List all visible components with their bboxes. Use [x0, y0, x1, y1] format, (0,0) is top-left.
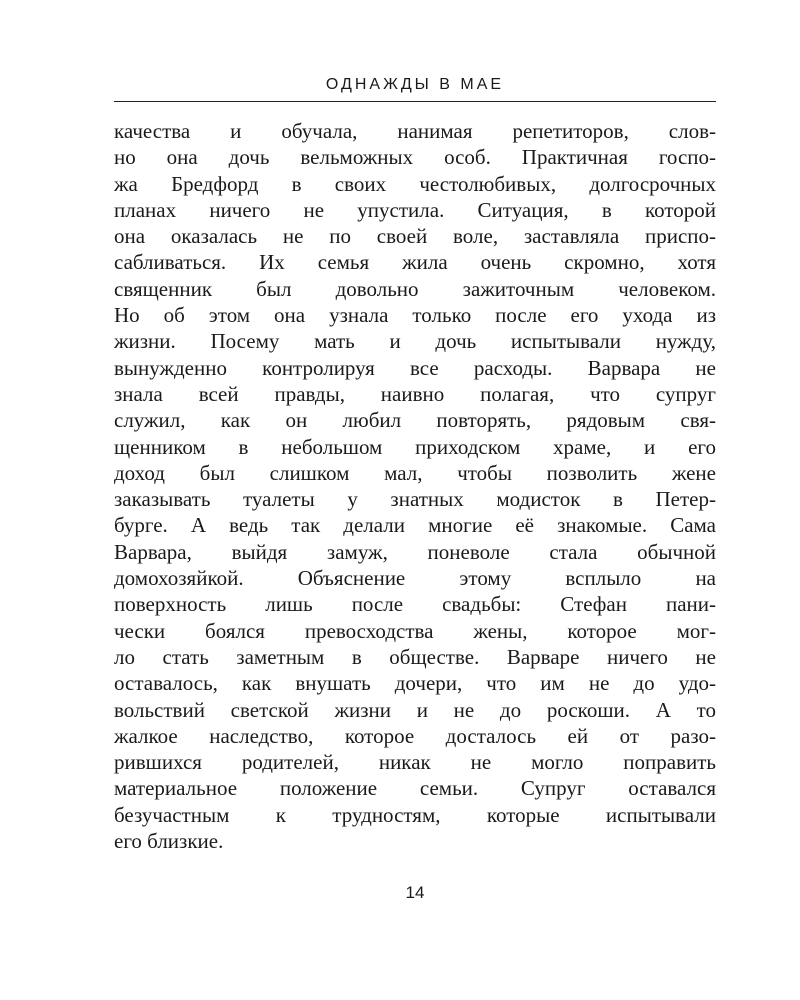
text-line: она оказалась не по своей воле, заставляла приспо-	[114, 224, 716, 249]
text-line: Но об этом она узнала только после его ухода из	[114, 303, 716, 328]
text-line: домохозяйкой. Объяснение этому всплыло на	[114, 566, 716, 591]
text-line: знала всей правды, наивно полагая, что супруг	[114, 381, 716, 406]
text-line: качества и обучала, нанимая репетиторов, слов-	[114, 119, 716, 143]
text-line: служил, как он любил повторять, рядовым свя-	[114, 408, 716, 433]
text-line: безучастным к трудностям, которые испытывали	[114, 802, 716, 827]
text-line: оставалось, как внушать дочери, что им не до удо-	[114, 671, 716, 696]
text-line: священник был довольно зажиточным человеком.	[114, 276, 716, 301]
page-number: 14	[405, 883, 425, 902]
text-line: вольствий светской жизни и не до роскоши. А то	[114, 697, 716, 722]
text-line-last: его близкие.	[114, 829, 224, 854]
text-line: жалкое наследство, которое досталось ей от разо-	[114, 723, 716, 748]
text-line: щенником в небольшом приходском храме, и его	[114, 434, 716, 459]
header-rule	[114, 101, 716, 102]
text-line: поверхность лишь после свадьбы: Стефан пани-	[114, 592, 716, 617]
text-line: жа Бредфорд в своих честолюбивых, долгосрочных	[114, 171, 716, 196]
text-line: доход был слишком мал, чтобы позволить жене	[114, 460, 716, 485]
text-line: заказывать туалеты у знатных модисток в Петер-	[114, 487, 716, 512]
text-line: но она дочь вельможных особ. Практичная госпо-	[114, 145, 716, 170]
text-line: рившихся родителей, никак не могло поправить	[114, 750, 716, 775]
text-line: вынужденно контролируя все расходы. Варвара не	[114, 355, 716, 380]
text-line: сабливаться. Их семья жила очень скромно, хотя	[114, 250, 716, 275]
text-line: чески боялся превосходства жены, которое мог-	[114, 618, 716, 643]
text-line: Варвара, выйдя замуж, поневоле стала обычной	[114, 539, 716, 564]
text-line: планах ничего не упустила. Ситуация, в которой	[114, 197, 716, 222]
text-line: жизни. Посему мать и дочь испытывали нужду,	[114, 329, 716, 354]
text-line: ло стать заметным в обществе. Варваре ничего не	[114, 644, 716, 669]
text-line: материальное положение семьи. Супруг оставался	[114, 776, 716, 801]
running-head: ОДНАЖДЫ В МАЕ	[325, 76, 505, 93]
text-line: бурге. А ведь так делали многие её знакомые. Сама	[114, 513, 716, 538]
body-text	[114, 118, 716, 854]
